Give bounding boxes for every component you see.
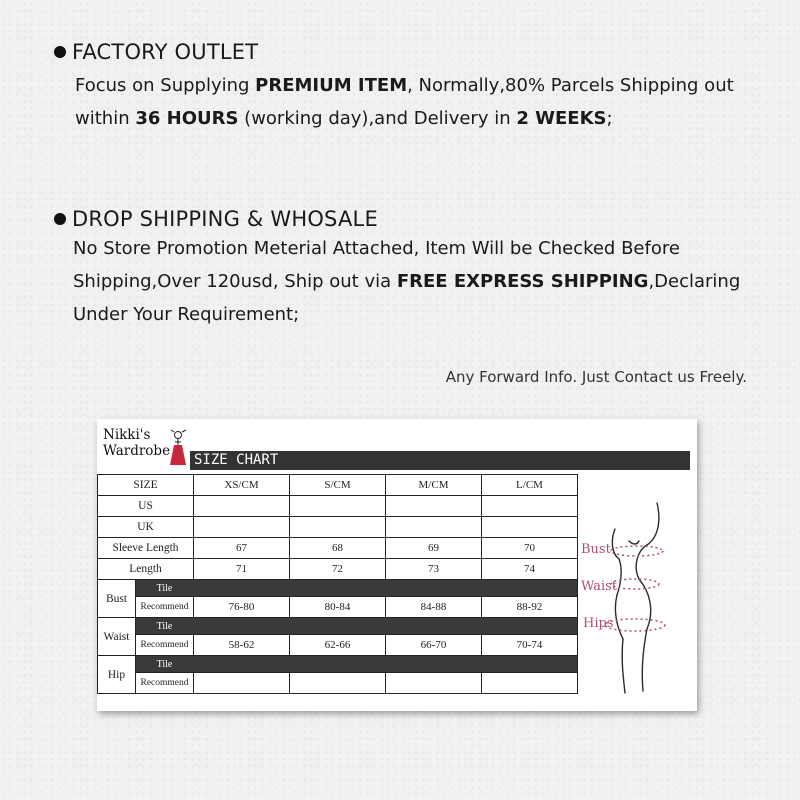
table-row [98,496,578,517]
cell: 58-62 [194,635,290,656]
table-row [98,517,578,538]
header-m: M/CM [386,475,482,496]
cell: 80-84 [290,597,386,618]
brand-logo [103,427,170,459]
tile-label: Tile [156,658,173,670]
cell [386,496,482,517]
row-label: Sleeve Length [98,538,194,559]
brand-line1: Nikki's [103,427,151,443]
table-header-row [98,475,578,496]
header-s: S/CM [290,475,386,496]
cell [482,517,578,538]
header-xs: XS/CM [194,475,290,496]
cell [194,673,290,694]
brand-figure-icon [169,429,189,467]
row-label: UK [98,517,194,538]
s2-text-a: No Store Promotion Meterial Attached, Item Will be Checked Before Shipping,Over 120usd, Ship out via [73,238,680,292]
factory-outlet-text [75,69,775,135]
cell: 72 [290,559,386,580]
cell: 73 [386,559,482,580]
recommend-label: Recommend [136,635,194,656]
recommend-label: Recommend [136,597,194,618]
s1-text-c: (working day),and Delivery in [238,108,517,129]
factory-outlet-title: FACTORY OUTLET [72,40,259,64]
cell: 71 [194,559,290,580]
cell: 88-92 [482,597,578,618]
cell [194,517,290,538]
bullet-icon [54,46,66,58]
cell: 70 [482,538,578,559]
hip-tile-row [98,656,578,673]
bust-recommend-row [98,597,578,618]
s1-bold-b: 36 HOURS [135,108,239,129]
bust-label: Bust [581,542,611,557]
hip-recommend-row [98,673,578,694]
group-label-bust: Bust [98,580,136,618]
cell [482,496,578,517]
tile-bar [136,618,578,635]
table-row [98,559,578,580]
size-table [97,474,578,694]
factory-outlet-heading [54,40,258,64]
size-chart-card [97,419,697,711]
cell: 70-74 [482,635,578,656]
cell: 62-66 [290,635,386,656]
cell [290,517,386,538]
tile-bar [136,580,578,597]
body-silhouette-icon [577,479,697,711]
cell: 74 [482,559,578,580]
cell: 67 [194,538,290,559]
waist-tile-row [98,618,578,635]
cell [290,673,386,694]
dropship-text [73,232,773,331]
contact-note: Any Forward Info. Just Contact us Freely. [445,368,747,386]
waist-recommend-row [98,635,578,656]
s1-text-b: , Normally,80% Parcels Shipping out within [75,75,734,129]
group-label-hip: Hip [98,656,136,694]
cell: 76-80 [194,597,290,618]
cell: 66-70 [386,635,482,656]
tile-label: Tile [156,582,173,594]
table-row [98,538,578,559]
row-label: Length [98,559,194,580]
s1-bold-a: PREMIUM ITEM [255,75,408,96]
header-l: L/CM [482,475,578,496]
cell [194,496,290,517]
header-size: SIZE [98,475,194,496]
s2-bold-a: FREE EXPRESS SHIPPING [396,271,649,292]
s1-bold-c: 2 WEEKS [516,108,607,129]
size-chart-title: SIZE CHART [190,451,690,470]
cell [482,673,578,694]
body-figure [577,479,697,711]
cell [290,496,386,517]
s2-text-b: ,Declaring Under Your Requirement; [73,271,741,325]
s1-text-d: ; [606,108,613,129]
bust-tile-row [98,580,578,597]
waist-label: Waist [581,579,618,594]
cell: 68 [290,538,386,559]
cell: 84-88 [386,597,482,618]
cell: 69 [386,538,482,559]
cell [386,673,482,694]
bullet-icon [54,213,66,225]
dropship-title: DROP SHIPPING & WHOSALE [72,207,378,231]
dropship-heading [54,207,378,231]
group-label-waist: Waist [98,618,136,656]
s1-text-a: Focus on Supplying [75,75,256,96]
hips-label: Hips [583,616,614,631]
row-label: US [98,496,194,517]
tile-bar [136,656,578,673]
cell [386,517,482,538]
brand-line2: Wardrobe [103,443,171,459]
recommend-label: Recommend [136,673,194,694]
tile-label: Tile [156,620,173,632]
